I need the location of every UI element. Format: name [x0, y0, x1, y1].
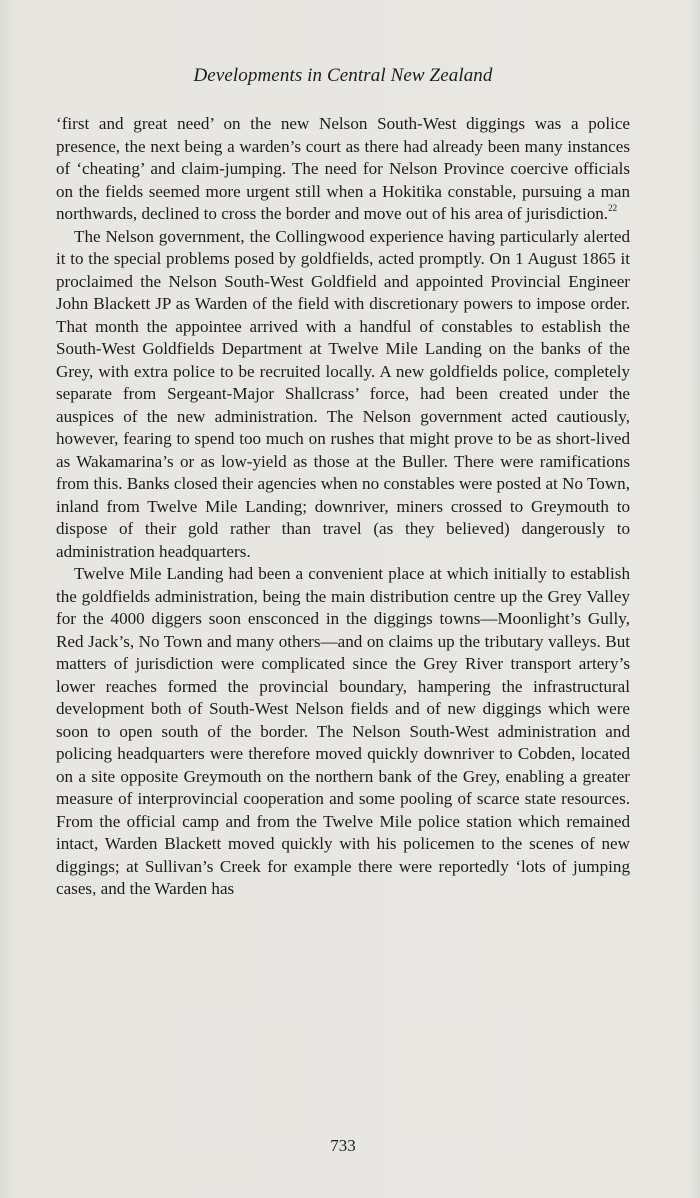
footnote-marker: 22: [608, 203, 618, 213]
page-number: 733: [330, 1136, 356, 1155]
paragraph-3: [56, 563, 630, 901]
paragraph-1: [56, 113, 630, 226]
running-head: Developments in Central New Zealand: [193, 65, 493, 86]
paragraph-2-text: The Nelson government, the Collingwood experience having particularly alerted it to the special problems posed by goldfields, acted promptly. On 1 August 1865 it proclaimed the Nelson South-West Goldfield and appointed Provincial Engineer John Blackett JP as Warden of the field with discretionary powers to impose order. That month the appointee arrived with a handful of constables to establish the South-West Goldfields Department at Twelve Mile Landing on the banks of the Grey, with extra police to be recruited locally. A new goldfields police, completely separate from Sergeant-Major Shallcrass’ force, had been created under the auspices of the new administration. The Nelson government acted cautiously, however, fearing to spend too much on rushes that might prove to be as short-lived as Wakamarina’s or as low-yield as those at the Buller. There were ramifications from this. Banks closed their agencies when no constables were posted at No Town, inland from Twelve Mile Landing; downriver, miners crossed to Greymouth to dispose of their gold rather than travel (as they believed) dangerously to administration headquarters.: [56, 226, 630, 561]
paragraph-2: [56, 226, 630, 564]
paragraph-3-text: Twelve Mile Landing had been a convenient place at which initially to establish the goldfields administration, being the main distribution centre up the Grey Valley for the 4000 diggers soon ensconced in the diggings towns—Moonlight’s Gully, Red Jack’s, No Town and many others—and on claims up the tributary valleys. But matters of jurisdiction were complicated since the Grey River transport artery’s lower reaches formed the provincial boundary, hampering the infrastructural development both of South-West Nelson fields and of new diggings which were soon to open south of the border. The Nelson South-West administration and policing headquarters were therefore moved quickly downriver to Cobden, located on a site opposite Greymouth on the northern bank of the Grey, enabling a greater measure of interprovincial cooperation and some pooling of scarce state resources. From the official camp and from the Twelve Mile police station which remained intact, Warden Blackett moved quickly with his policemen to the scenes of new diggings; at Sullivan’s Creek for example there were reportedly ‘lots of jumping cases, and the Warden has: [56, 564, 630, 898]
paragraph-1-text: ‘first and great need’ on the new Nelson South-West diggings was a police presence, the next being a warden’s court as there had already been many instances of ‘cheating’ and claim-jumping. The need for Nelson Province coercive officials on the fields seemed more urgent still when a Hokitika constable, pursuing a man northwards, declined to cross the border and move out of his area of jurisdiction.: [56, 114, 630, 223]
body-text: [56, 113, 630, 901]
